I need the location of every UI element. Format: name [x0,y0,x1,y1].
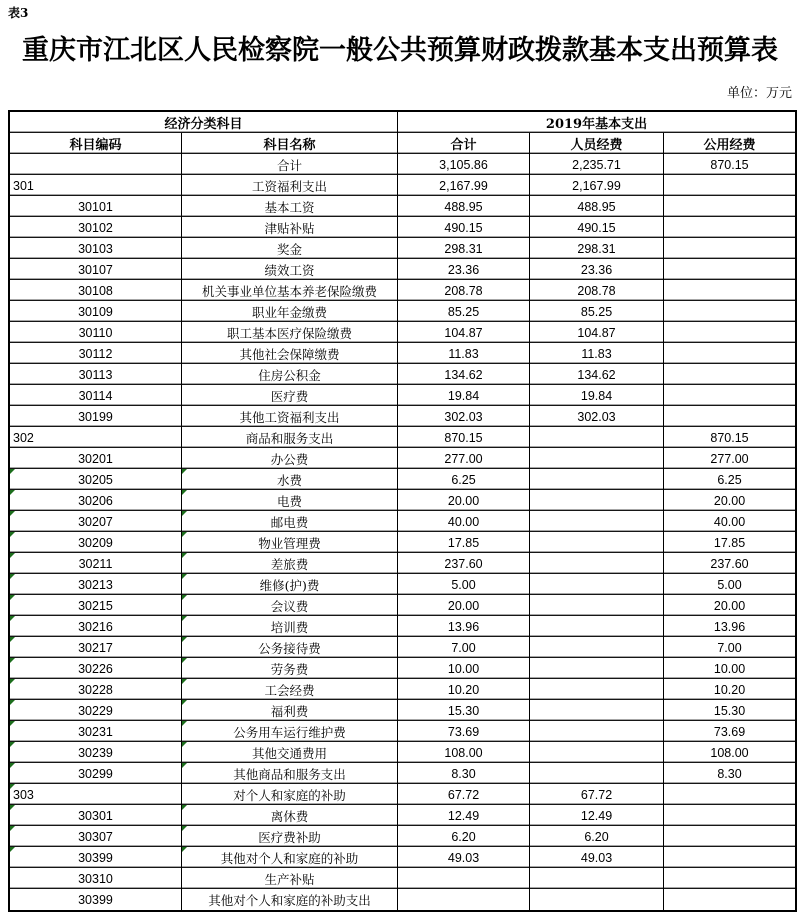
green-triangle-icon [182,658,187,663]
cell-subject-name: 商品和服务支出 [182,427,398,448]
cell-total: 2,167.99 [398,175,530,196]
cell-personnel-funds: 23.36 [530,259,664,280]
cell-total: 85.25 [398,301,530,322]
cell-subject-name: 基本工资 [182,196,398,217]
green-triangle-icon [10,847,15,852]
green-triangle-icon [182,574,187,579]
table-body [10,154,795,910]
table-row [10,448,795,469]
cell-public-funds [664,259,795,280]
cell-subject-code: 30228 [10,679,182,700]
cell-subject-name: 其他对个人和家庭的补助支出 [182,889,398,910]
cell-total: 10.20 [398,679,530,700]
table-row [10,637,795,658]
table-row [10,574,795,595]
green-triangle-icon [10,763,15,768]
cell-subject-code: 302 [10,427,182,448]
cell-total: 12.49 [398,805,530,826]
cell-public-funds: 73.69 [664,721,795,742]
header-columns-row [10,133,795,154]
cell-subject-code: 30399 [10,889,182,910]
cell-personnel-funds [530,469,664,490]
cell-personnel-funds: 19.84 [530,385,664,406]
cell-personnel-funds: 85.25 [530,301,664,322]
cell-personnel-funds: 208.78 [530,280,664,301]
cell-subject-code: 30103 [10,238,182,259]
green-triangle-icon [182,847,187,852]
cell-personnel-funds: 488.95 [530,196,664,217]
cell-total: 11.83 [398,343,530,364]
cell-total: 3,105.86 [398,154,530,175]
cell-total: 10.00 [398,658,530,679]
green-triangle-icon [10,532,15,537]
cell-total: 20.00 [398,595,530,616]
cell-public-funds [664,385,795,406]
cell-public-funds [664,322,795,343]
green-triangle-icon [10,826,15,831]
header-subject-code: 科目编码 [10,133,182,154]
table-row [10,658,795,679]
green-triangle-icon [182,679,187,684]
cell-personnel-funds: 12.49 [530,805,664,826]
cell-subject-code: 301 [10,175,182,196]
cell-subject-name: 医疗费补助 [182,826,398,847]
cell-subject-name: 住房公积金 [182,364,398,385]
cell-subject-code: 30226 [10,658,182,679]
table-row [10,616,795,637]
cell-public-funds [664,175,795,196]
cell-subject-name: 工会经费 [182,679,398,700]
cell-total: 15.30 [398,700,530,721]
cell-total: 208.78 [398,280,530,301]
cell-subject-code: 303 [10,784,182,805]
green-triangle-icon [10,574,15,579]
cell-subject-code: 30114 [10,385,182,406]
cell-personnel-funds [530,658,664,679]
cell-total [398,889,530,910]
cell-public-funds: 6.25 [664,469,795,490]
table-row [10,469,795,490]
green-triangle-icon [10,742,15,747]
cell-total: 5.00 [398,574,530,595]
cell-personnel-funds: 11.83 [530,343,664,364]
green-triangle-icon [182,826,187,831]
green-triangle-icon [182,616,187,621]
table-row [10,343,795,364]
cell-personnel-funds [530,574,664,595]
green-triangle-icon [10,679,15,684]
cell-total: 490.15 [398,217,530,238]
cell-personnel-funds: 490.15 [530,217,664,238]
green-triangle-icon [182,805,187,810]
cell-subject-name: 办公费 [182,448,398,469]
header-total: 合计 [398,133,530,154]
green-triangle-icon [10,469,15,474]
header-personnel-funds: 人员经费 [530,133,664,154]
cell-subject-code: 30310 [10,868,182,889]
table-row [10,889,795,910]
green-triangle-icon [10,658,15,663]
cell-subject-name: 其他工资福利支出 [182,406,398,427]
cell-subject-name: 福利费 [182,700,398,721]
cell-public-funds: 7.00 [664,637,795,658]
cell-total: 104.87 [398,322,530,343]
green-triangle-icon [10,511,15,516]
table-row [10,280,795,301]
cell-subject-code: 30108 [10,280,182,301]
cell-personnel-funds [530,763,664,784]
cell-subject-name: 绩效工资 [182,259,398,280]
cell-personnel-funds [530,637,664,658]
cell-subject-name: 水费 [182,469,398,490]
cell-total: 20.00 [398,490,530,511]
cell-public-funds: 8.30 [664,763,795,784]
table-row [10,532,795,553]
cell-subject-name: 医疗费 [182,385,398,406]
cell-public-funds: 277.00 [664,448,795,469]
cell-public-funds [664,784,795,805]
cell-subject-name: 维修(护)费 [182,574,398,595]
table-row [10,679,795,700]
cell-public-funds: 10.20 [664,679,795,700]
cell-subject-name: 其他对个人和家庭的补助 [182,847,398,868]
cell-subject-name: 离休费 [182,805,398,826]
cell-public-funds: 13.96 [664,616,795,637]
green-triangle-icon [182,469,187,474]
cell-subject-name: 其他商品和服务支出 [182,763,398,784]
cell-subject-name: 其他社会保障缴费 [182,343,398,364]
cell-public-funds [664,847,795,868]
table-row [10,154,795,175]
cell-public-funds [664,826,795,847]
green-triangle-icon [182,742,187,747]
green-triangle-icon [10,637,15,642]
table-row [10,595,795,616]
cell-subject-name: 差旅费 [182,553,398,574]
cell-public-funds [664,217,795,238]
cell-subject-code: 30301 [10,805,182,826]
green-triangle-icon [10,595,15,600]
unit-note: 单位：万元 [726,86,792,101]
cell-subject-code: 30211 [10,553,182,574]
cell-public-funds [664,406,795,427]
table-row [10,364,795,385]
green-triangle-icon [10,616,15,621]
cell-subject-name: 劳务费 [182,658,398,679]
cell-subject-code: 30107 [10,259,182,280]
cell-subject-name: 邮电费 [182,511,398,532]
cell-subject-name: 机关事业单位基本养老保险缴费 [182,280,398,301]
cell-subject-code: 30231 [10,721,182,742]
cell-subject-name: 电费 [182,490,398,511]
cell-subject-code: 30113 [10,364,182,385]
cell-subject-code: 30110 [10,322,182,343]
cell-subject-name: 公务用车运行维护费 [182,721,398,742]
green-triangle-icon [182,700,187,705]
page-title: 重庆市江北区人民检察院一般公共预算财政拨款基本支出预算表 [22,35,778,66]
green-triangle-icon [10,553,15,558]
cell-subject-code: 30112 [10,343,182,364]
cell-subject-code: 30102 [10,217,182,238]
cell-personnel-funds [530,532,664,553]
cell-public-funds: 5.00 [664,574,795,595]
green-triangle-icon [182,637,187,642]
cell-public-funds [664,280,795,301]
cell-total: 302.03 [398,406,530,427]
cell-total: 108.00 [398,742,530,763]
cell-subject-code: 30215 [10,595,182,616]
cell-subject-code: 30239 [10,742,182,763]
cell-subject-code [10,154,182,175]
cell-total: 13.96 [398,616,530,637]
cell-public-funds: 870.15 [664,427,795,448]
cell-personnel-funds [530,595,664,616]
cell-subject-code: 30207 [10,511,182,532]
green-triangle-icon [182,553,187,558]
cell-subject-name: 合计 [182,154,398,175]
cell-personnel-funds [530,490,664,511]
cell-subject-code: 30299 [10,763,182,784]
cell-subject-name: 会议费 [182,595,398,616]
cell-subject-code: 30206 [10,490,182,511]
cell-total: 17.85 [398,532,530,553]
table-row [10,490,795,511]
cell-public-funds [664,301,795,322]
green-triangle-icon [10,805,15,810]
cell-subject-name: 生产补贴 [182,868,398,889]
cell-personnel-funds: 298.31 [530,238,664,259]
cell-public-funds: 40.00 [664,511,795,532]
cell-subject-code: 30205 [10,469,182,490]
table-row [10,511,795,532]
cell-subject-name: 其他交通费用 [182,742,398,763]
cell-total: 488.95 [398,196,530,217]
cell-subject-name: 物业管理费 [182,532,398,553]
cell-total: 73.69 [398,721,530,742]
cell-subject-name: 职业年金缴费 [182,301,398,322]
cell-public-funds: 870.15 [664,154,795,175]
table-row [10,322,795,343]
header-subject-name: 科目名称 [182,133,398,154]
cell-total: 7.00 [398,637,530,658]
green-triangle-icon [182,763,187,768]
cell-total [398,868,530,889]
cell-public-funds: 17.85 [664,532,795,553]
header-2019-basic-expenditure: 2019年基本支出 [398,112,795,133]
table-row [10,427,795,448]
cell-subject-code: 30216 [10,616,182,637]
cell-total: 237.60 [398,553,530,574]
table-row [10,805,795,826]
cell-public-funds: 20.00 [664,595,795,616]
cell-total: 49.03 [398,847,530,868]
cell-public-funds [664,805,795,826]
table-row [10,742,795,763]
cell-public-funds: 15.30 [664,700,795,721]
table-row [10,700,795,721]
cell-subject-name: 津贴补贴 [182,217,398,238]
cell-personnel-funds [530,427,664,448]
page-tag: 表3 [8,6,29,20]
table-row [10,217,795,238]
cell-public-funds: 237.60 [664,553,795,574]
cell-public-funds [664,868,795,889]
green-triangle-icon [182,532,187,537]
cell-personnel-funds [530,679,664,700]
cell-total: 134.62 [398,364,530,385]
cell-personnel-funds [530,721,664,742]
cell-public-funds [664,343,795,364]
green-triangle-icon [182,490,187,495]
cell-public-funds: 108.00 [664,742,795,763]
cell-subject-name: 工资福利支出 [182,175,398,196]
table-row [10,847,795,868]
cell-personnel-funds [530,553,664,574]
cell-personnel-funds [530,742,664,763]
cell-total: 23.36 [398,259,530,280]
table-row [10,406,795,427]
green-triangle-icon [10,721,15,726]
green-triangle-icon [10,784,15,789]
cell-total: 870.15 [398,427,530,448]
green-triangle-icon [182,721,187,726]
cell-personnel-funds [530,889,664,910]
budget-table [8,110,797,912]
cell-total: 8.30 [398,763,530,784]
table-row [10,721,795,742]
cell-subject-name: 对个人和家庭的补助 [182,784,398,805]
table-row [10,826,795,847]
cell-total: 67.72 [398,784,530,805]
cell-subject-code: 30217 [10,637,182,658]
cell-subject-code: 30201 [10,448,182,469]
cell-personnel-funds: 134.62 [530,364,664,385]
cell-personnel-funds [530,700,664,721]
table-row [10,385,795,406]
cell-public-funds [664,889,795,910]
cell-public-funds [664,238,795,259]
cell-subject-code: 30399 [10,847,182,868]
cell-public-funds: 20.00 [664,490,795,511]
cell-personnel-funds: 6.20 [530,826,664,847]
table-row [10,301,795,322]
cell-subject-name: 公务接待费 [182,637,398,658]
table-row [10,238,795,259]
cell-subject-code: 30101 [10,196,182,217]
green-triangle-icon [10,490,15,495]
cell-subject-name: 培训费 [182,616,398,637]
cell-subject-code: 30199 [10,406,182,427]
cell-personnel-funds [530,868,664,889]
cell-personnel-funds [530,448,664,469]
cell-total: 19.84 [398,385,530,406]
header-public-funds: 公用经费 [664,133,795,154]
cell-public-funds [664,196,795,217]
green-triangle-icon [182,511,187,516]
cell-personnel-funds: 104.87 [530,322,664,343]
cell-personnel-funds: 2,235.71 [530,154,664,175]
cell-subject-name: 奖金 [182,238,398,259]
table-row [10,763,795,784]
cell-public-funds [664,364,795,385]
cell-total: 6.25 [398,469,530,490]
cell-personnel-funds: 302.03 [530,406,664,427]
cell-subject-code: 30109 [10,301,182,322]
table-row [10,553,795,574]
cell-subject-code: 30307 [10,826,182,847]
cell-personnel-funds [530,616,664,637]
cell-total: 277.00 [398,448,530,469]
cell-subject-code: 30209 [10,532,182,553]
cell-total: 40.00 [398,511,530,532]
header-economic-classification: 经济分类科目 [10,112,398,133]
table-row [10,868,795,889]
cell-subject-code: 30213 [10,574,182,595]
table-row [10,196,795,217]
cell-personnel-funds: 67.72 [530,784,664,805]
header-group-row [10,112,795,133]
table-row [10,784,795,805]
table-row [10,259,795,280]
cell-subject-code: 30229 [10,700,182,721]
cell-personnel-funds: 49.03 [530,847,664,868]
cell-total: 6.20 [398,826,530,847]
green-triangle-icon [182,595,187,600]
green-triangle-icon [10,700,15,705]
cell-subject-name: 职工基本医疗保险缴费 [182,322,398,343]
table-row [10,175,795,196]
cell-total: 298.31 [398,238,530,259]
cell-public-funds: 10.00 [664,658,795,679]
cell-personnel-funds: 2,167.99 [530,175,664,196]
cell-personnel-funds [530,511,664,532]
